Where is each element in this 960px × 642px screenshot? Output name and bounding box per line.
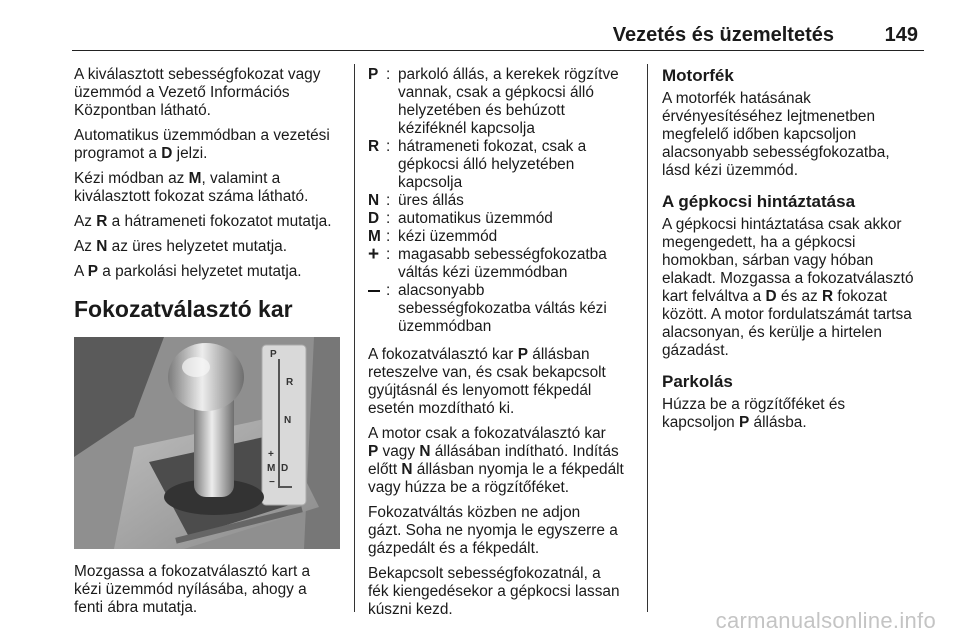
paragraph-auto-mode: Automatikus üzemmódban a vezetési programot a D jelzi. bbox=[74, 127, 330, 162]
legend-row-n: N : üres állás bbox=[368, 192, 638, 210]
gate-label-d: D bbox=[281, 463, 289, 474]
minus-icon bbox=[368, 282, 386, 336]
heading-engine-brake: Motorfék bbox=[662, 66, 734, 85]
legend-row-r: R : hátrameneti fokozat, csak a gépkocsi álló helyzetében kapcsolja bbox=[368, 138, 638, 192]
paragraph-engine-start: A motor csak a fokozatválasztó kar P vagy N állásában indítható. Indítás előtt N állásban nyomja le a fékpedált vagy húzza be a rögzítőféket. bbox=[368, 425, 624, 496]
photo-caption: Mozgassa a fokozatválasztó kart a kézi üzemmód nyílásába, ahogy a fenti ábra mutatja. bbox=[74, 563, 311, 616]
watermark: carmanualsonline.info bbox=[715, 608, 936, 633]
heading-rocking: A gépkocsi hintáztatása bbox=[662, 192, 856, 211]
gear-selector-photo bbox=[74, 337, 340, 549]
gate-label-plus: + bbox=[268, 449, 274, 460]
gate-label-n: N bbox=[284, 415, 292, 426]
column-2 bbox=[368, 66, 638, 626]
legend-text-n: üres állás bbox=[398, 192, 464, 209]
page-header bbox=[72, 22, 924, 51]
legend-row-d: D : automatikus üzemmód bbox=[368, 210, 638, 228]
legend-row-p: P : parkoló állás, a kerekek rögzítve vannak, csak a gépkocsi álló helyzetében és behúzott kéziféknél kapcsolja bbox=[368, 66, 638, 138]
legend-text-d: automatikus üzemmód bbox=[398, 210, 553, 227]
legend-text-m: kézi üzemmód bbox=[398, 228, 498, 245]
column-divider-2 bbox=[647, 64, 648, 612]
column-3 bbox=[662, 66, 930, 439]
paragraph-creep: Bekapcsolt sebességfokozatnál, a fék kiengedésekor a gépkocsi lassan kúszni kezd. bbox=[368, 565, 620, 618]
legend-key-m: M bbox=[368, 228, 381, 245]
paragraph-park: A P a parkolási helyzetet mutatja. bbox=[74, 263, 302, 280]
legend-text-plus: magasabb sebességfokozatba váltás kézi üzemmódban bbox=[398, 246, 607, 281]
legend-key-r: R bbox=[368, 138, 380, 155]
legend-row-minus: : alacsonyabb sebességfokozatba váltás kézi üzemmódban bbox=[368, 282, 638, 336]
paragraph-engine-brake: A motorfék hatásának érvényesítéséhez lejtmenetben megfelelő időben kapcsoljon alacsonyabb sebességfokozatba, lásd kézi üzemmód. bbox=[662, 90, 890, 179]
paragraph-neutral: Az N az üres helyzetet mutatja. bbox=[74, 238, 288, 255]
paragraph-manual-mode: Kézi módban az M, valamint a kiválasztott fokozat száma látható. bbox=[74, 170, 309, 205]
column-1 bbox=[74, 66, 344, 624]
legend-text-p: parkoló állás, a kerekek rögzítve vannak, csak a gépkocsi álló helyzetében és behúzott kéziféknél kapcsolja bbox=[398, 66, 619, 137]
legend-key-n: N bbox=[368, 192, 380, 209]
paragraph-shift-throttle: Fokozatváltás közben ne adjon gázt. Soha ne nyomja le egyszerre a gázpedált és a fékpedált. bbox=[368, 504, 618, 557]
gate-label-minus: − bbox=[269, 477, 275, 488]
plus-icon: + bbox=[368, 244, 380, 265]
section-heading-selector-lever: Fokozatválasztó kar bbox=[74, 296, 293, 322]
paragraph-display-info: A kiválasztott sebességfokozat vagy üzemmód a Vezető Információs Központban látható. bbox=[74, 66, 321, 119]
paragraph-lever-lock: A fokozatválasztó kar P állásban reteszelve van, és csak bekapcsolt gyújtásnál és lenyomott fékpedál esetén mozdítható ki. bbox=[368, 346, 606, 417]
legend-row-m: M : kézi üzemmód bbox=[368, 228, 638, 246]
paragraph-parking: Húzza be a rögzítőféket és kapcsoljon P állásba. bbox=[662, 396, 846, 431]
gate-label-p: P bbox=[270, 349, 277, 360]
gate-label-m: M bbox=[267, 463, 276, 474]
header-title: Vezetés és üzemeltetés bbox=[612, 24, 834, 46]
legend-text-minus: alacsonyabb sebességfokozatba váltás kézi üzemmódban bbox=[398, 282, 607, 335]
gear-legend bbox=[368, 66, 638, 336]
heading-parking: Parkolás bbox=[662, 372, 733, 391]
gate-label-r: R bbox=[286, 377, 294, 388]
legend-text-r: hátrameneti fokozat, csak a gépkocsi álló helyzetében kapcsolja bbox=[398, 138, 587, 191]
legend-key-d: D bbox=[368, 210, 380, 227]
page-number: 149 bbox=[884, 24, 918, 46]
lever-knob bbox=[168, 343, 244, 411]
legend-row-plus: + : magasabb sebességfokozatba váltás kézi üzemmódban bbox=[368, 246, 638, 282]
column-divider-1 bbox=[354, 64, 355, 612]
paragraph-rocking: A gépkocsi hintáztatása csak akkor megengedett, ha a gépkocsi homokban, sárban vagy hóban elakadt. Mozgassa a fokozatválasztó kart felváltva a D és az R fokozat között. A motor fordulatszámát tartsa alacsonyan, és kerülje a hirtelen gázadást. bbox=[662, 216, 914, 359]
legend-key-p: P bbox=[368, 66, 379, 83]
paragraph-reverse: Az R a hátrameneti fokozatot mutatja. bbox=[74, 213, 332, 230]
